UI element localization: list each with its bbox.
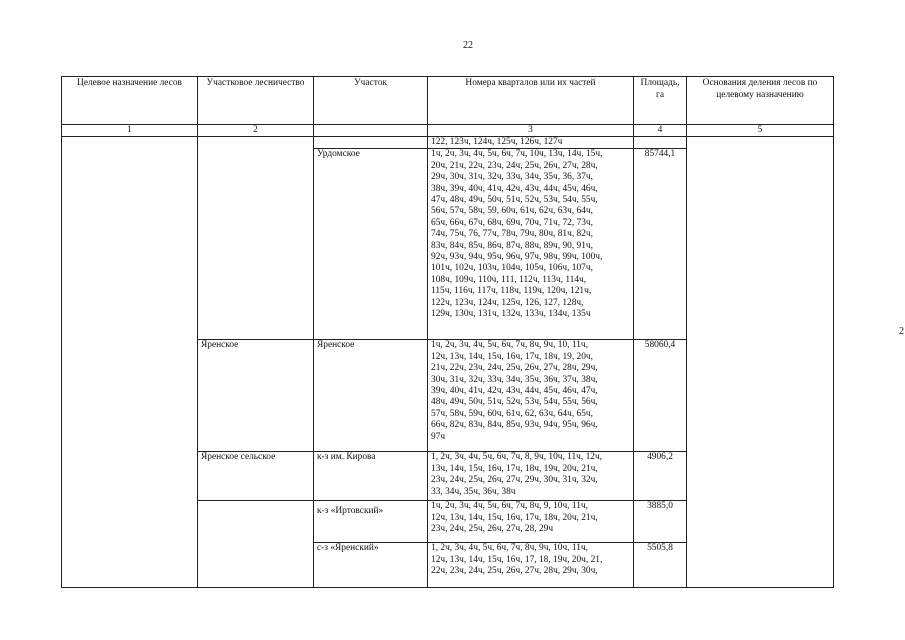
header-basis: Основания деления лесов по целевому назначению: [687, 77, 834, 125]
column-number-5: 5: [687, 125, 834, 137]
quarters-cell: 1, 2ч, 3ч, 4ч, 5ч, 6ч, 7ч, 8ч, 9ч, 10ч, 11ч, 12ч, 13ч, 14ч, 15ч, 16ч, 17, 18, 19ч, 20ч, 21, 22ч, 23ч, 24ч, 25ч, 26ч, 27ч, 28ч, 29ч, 30ч,: [428, 543, 634, 588]
area-cell: 58060,4: [634, 340, 687, 452]
table-header-row: [62, 77, 834, 125]
column-number-3: 3: [428, 125, 634, 137]
plot-cell: с-з «Яренский»: [314, 543, 428, 588]
area-cell: 3885,0: [634, 501, 687, 543]
column-number-row: [62, 125, 834, 137]
plot-cell: к-з «Иртовский»: [314, 501, 428, 543]
quarters-cell: 1, 2ч, 3ч, 4ч, 5ч, 6ч, 7ч, 8, 9ч, 10ч, 11ч, 12ч, 13ч, 14ч, 15ч, 16ч, 17ч, 18ч, 19ч, 20ч, 21ч, 23ч, 24ч, 25ч, 26ч, 27ч, 29ч, 30ч, 31ч, 32ч, 33, 34ч, 35ч, 36ч, 38ч: [428, 452, 634, 501]
quarters-cell: 1ч, 2ч, 3ч, 4ч, 5ч, 6ч, 7ч, 8ч, 9, 10ч, 11ч, 12ч, 13ч, 14ч, 15ч, 16ч, 17ч, 18ч, 20ч, 21ч, 23ч, 24ч, 25ч, 26ч, 27ч, 28, 29ч: [428, 501, 634, 543]
column-number-1: 1: [62, 125, 198, 137]
plot-cell: Яренское: [314, 340, 428, 452]
column-number-empty: [314, 125, 428, 137]
area-cell: 85744,1: [634, 149, 687, 340]
header-plot: Участок: [314, 77, 428, 125]
forestry-cell: Яренское: [198, 340, 314, 452]
page-number: 22: [463, 40, 473, 51]
forestry-cell: [198, 501, 314, 588]
basis-cell: [687, 137, 834, 588]
quarters-cell: 1ч, 2ч, 3ч, 4ч, 5ч, 6ч, 7ч, 8ч, 9ч, 10, 11ч, 12ч, 13ч, 14ч, 15ч, 16ч, 17ч, 18ч, 19, 20ч, 21ч, 22ч, 23ч, 24ч, 25ч, 26ч, 27ч, 28ч, 29ч, 30ч, 31ч, 32ч, 33ч, 34ч, 35ч, 36ч, 37ч, 38ч, 39ч, 40ч, 41ч, 42ч, 43ч, 44ч, 45ч, 46ч, 47ч, 48ч, 49ч, 50ч, 51ч, 52ч, 53ч, 54ч, 55ч, 56ч, 57ч, 58ч, 59ч, 60ч, 61ч, 62, 63ч, 64ч, 65ч, 66ч, 82ч, 83ч, 84ч, 85ч, 93ч, 94ч, 95ч, 96ч, 97ч: [428, 340, 634, 452]
quarters-cell: 122, 123ч, 124ч, 125ч, 126ч, 127ч: [428, 137, 634, 149]
area-cell: [634, 137, 687, 149]
margin-mark: 2: [899, 326, 904, 337]
header-area: Площадь, га: [634, 77, 687, 125]
area-cell: 5505,8: [634, 543, 687, 588]
forest-purpose-table: [61, 76, 834, 588]
table-row: [62, 137, 834, 149]
forestry-cell: [198, 137, 314, 340]
purpose-cell: [62, 137, 198, 588]
header-forestry: Участковое лесничество: [198, 77, 314, 125]
quarters-cell: 1ч, 2ч, 3ч, 4ч, 5ч, 6ч, 7ч, 10ч, 13ч, 14ч, 15ч, 20ч, 21ч, 22ч, 23ч, 24ч, 25ч, 26ч, 27ч, 28ч, 29ч, 30ч, 31ч, 32ч, 33ч, 34ч, 35ч, 36, 37ч, 38ч, 39ч, 40ч, 41ч, 42ч, 43ч, 44ч, 45ч, 46ч, 47ч, 48ч, 49ч, 50ч, 51ч, 52ч, 53ч, 54ч, 55ч, 56ч, 57ч, 58ч, 59, 60ч, 61ч, 62ч, 63ч, 64ч, 65ч, 66ч, 67ч, 68ч, 69ч, 70ч, 71ч, 72, 73ч, 74ч, 75ч, 76, 77ч, 78ч, 79ч, 80ч, 81ч, 82ч, 83ч, 84ч, 85ч, 86ч, 87ч, 88ч, 89ч, 90, 91ч, 92ч, 93ч, 94ч, 95ч, 96ч, 97ч, 98ч, 99ч, 100ч, 101ч, 102ч, 103ч, 104ч, 105ч, 106ч, 107ч, 108ч, 109ч, 110ч, 111, 112ч, 113ч, 114ч, 115ч, 116ч, 117ч, 118ч, 119ч, 120ч, 121ч, 122ч, 123ч, 124ч, 125ч, 126, 127, 128ч, 129ч, 130ч, 131ч, 132ч, 133ч, 134ч, 135ч: [428, 149, 634, 340]
header-purpose: Целевое назначение лесов: [62, 77, 198, 125]
plot-cell: [314, 137, 428, 149]
column-number-4: 4: [634, 125, 687, 137]
header-quarters: Номера кварталов или их частей: [428, 77, 634, 125]
column-number-2: 2: [198, 125, 314, 137]
plot-cell: к-з им. Кирова: [314, 452, 428, 501]
plot-cell: Урдомское: [314, 149, 428, 340]
forestry-cell: Яренское сельское: [198, 452, 314, 501]
area-cell: 4906,2: [634, 452, 687, 501]
